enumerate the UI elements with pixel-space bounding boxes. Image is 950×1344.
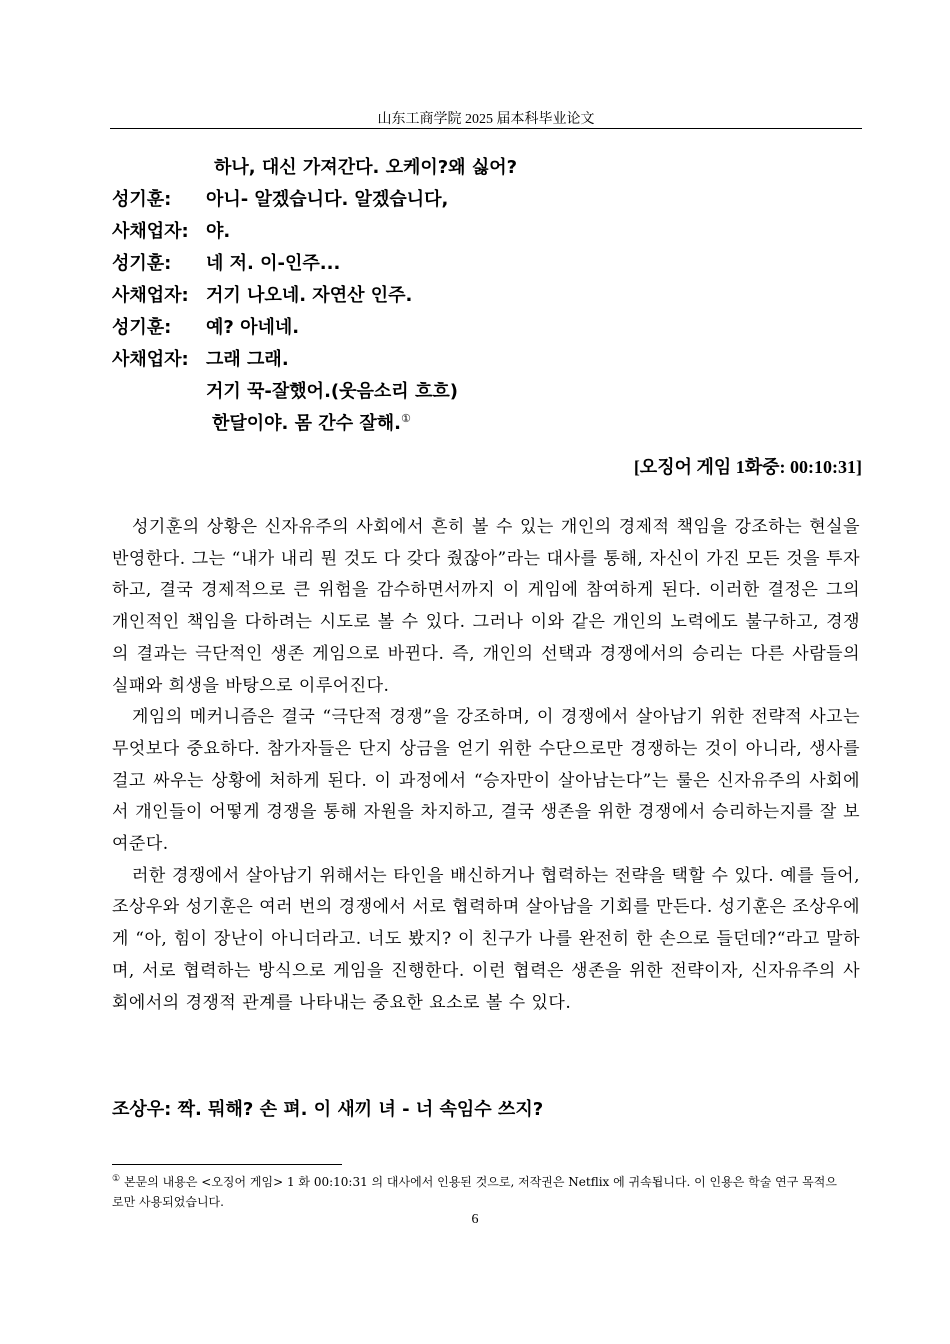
dialogue-text: 야.	[206, 221, 231, 242]
dialogue-line	[112, 216, 862, 248]
dialogue-text: 아니- 알겠습니다. 알겠습니다,	[206, 189, 449, 210]
dialogue-line	[112, 248, 862, 280]
dialogue-text-with-footnote	[212, 408, 411, 440]
dialogue-text: 거기 꾹-잘했어.(웃음소리 흐흐)	[206, 381, 458, 402]
dialogue-speaker: 사채업자:	[112, 221, 189, 242]
dialogue-speaker: 사채업자:	[112, 285, 189, 306]
header-rule	[110, 128, 862, 129]
footnote-marker: ①	[400, 412, 411, 425]
body-paragraph: 게임의 메커니즘은 결국 “극단적 경쟁”을 강조하며, 이 경쟁에서 살아남기 위한 전략적 사고는 무엇보다 중요하다. 참가자들은 단지 상금을 얻기 위한 수단으로만 경쟁하는 것이 아니라, 생사를 걸고 싸우는 상황에 처하게 된다. 이 과정에서 “승자만이 살아남는다”는 룰은 신자유주의 사회에서 개인들이 어떻게 경쟁을 통해 자원을 차지하고, 결국 생존을 위한 경쟁에서 승리하는지를 잘 보여준다.	[112, 707, 860, 855]
dialogue-speaker: 성기훈:	[112, 253, 172, 274]
scene-citation: [오징어 게임 1화중: 00:10:31]	[633, 457, 862, 477]
body-paragraph: 성기훈의 상황은 신자유주의 사회에서 흔히 볼 수 있는 개인의 경제적 책임을 강조하는 현실을 반영한다. 그는 “내가 내리 뭔 것도 다 갖다 줬잖아”라는 대사를 통해, 자신이 가진 모든 것을 투자하고, 결국 경제적으로 큰 위험을 감수하면서까지 이 게임에 참여하게 된다. 이러한 결정은 그의 개인적인 책임을 다하려는 시도로 볼 수 있다. 그러나 이와 같은 개인의 노력에도 불구하고, 경쟁의 결과는 극단적인 생존 게임으로 바뀐다. 즉, 개인의 선택과 경쟁에서의 승리는 다른 사람들의 실패와 희생을 바탕으로 이루어진다.	[112, 517, 860, 696]
dialogue-text: 네 저. 이-인주...	[206, 253, 341, 274]
dialogue-line	[112, 152, 862, 184]
dialogue-line	[112, 408, 862, 440]
footnote	[112, 1172, 842, 1212]
body-paragraph: 러한 경쟁에서 살아남기 위해서는 타인을 배신하거나 협력하는 전략을 택할 수 있다. 예를 들어, 조상우와 성기훈은 여러 번의 경쟁에서 서로 협력하며 살아남을 기회를 만든다. 성기훈은 조상우에게 “아, 힘이 장난이 아니더라고. 너도 봤지? 이 친구가 나를 완전히 한 손으로 들던데?“라고 말하며, 서로 협력하는 방식으로 게임을 진행한다. 이런 협력은 생존을 위한 전략이자, 신자유주의 사회에서의 경쟁적 관계를 나타내는 중요한 요소로 볼 수 있다.	[112, 865, 860, 1013]
dialogue-block	[112, 152, 862, 440]
dialogue-text: 그래 그래.	[206, 349, 289, 370]
page-number: 6	[471, 1212, 479, 1227]
dialogue-text: 하나, 대신 가져간다. 오케이?왜 싫어?	[214, 157, 518, 178]
dialogue-text: 예? 아네네.	[206, 317, 300, 338]
running-header: 山东工商学院 2025 届本科毕业论文	[377, 112, 595, 127]
dialogue-speaker: 성기훈:	[112, 317, 172, 338]
footnote-rule	[112, 1164, 342, 1165]
footnote-text: 본문의 내용은 <오징어 게임> 1 화 00:10:31 의 대사에서 인용된 것으로, 저작권은 Netflix 에 귀속됩니다. 이 인용은 학술 연구 목적으로만 사용되었습니다.	[112, 1175, 837, 1209]
dialogue-line	[112, 184, 862, 216]
dialogue-speaker: 사채업자:	[112, 349, 189, 370]
dialogue-line	[112, 280, 862, 312]
dialogue-line	[112, 376, 862, 408]
dialogue-line	[112, 312, 862, 344]
dialogue-text: 거기 나오네. 자연산 인주.	[206, 285, 413, 306]
dialogue-text: 한달이야. 몸 간수 잘해.	[212, 413, 401, 434]
dialogue-quote-line: 조상우: 짝. 뭐해? 손 펴. 이 새끼 녀 - 너 속임수 쓰지?	[112, 1099, 544, 1120]
footnote-number: ①	[112, 1174, 121, 1184]
dialogue-speaker: 성기훈:	[112, 189, 172, 210]
body-text	[112, 512, 860, 1019]
dialogue-line	[112, 344, 862, 376]
